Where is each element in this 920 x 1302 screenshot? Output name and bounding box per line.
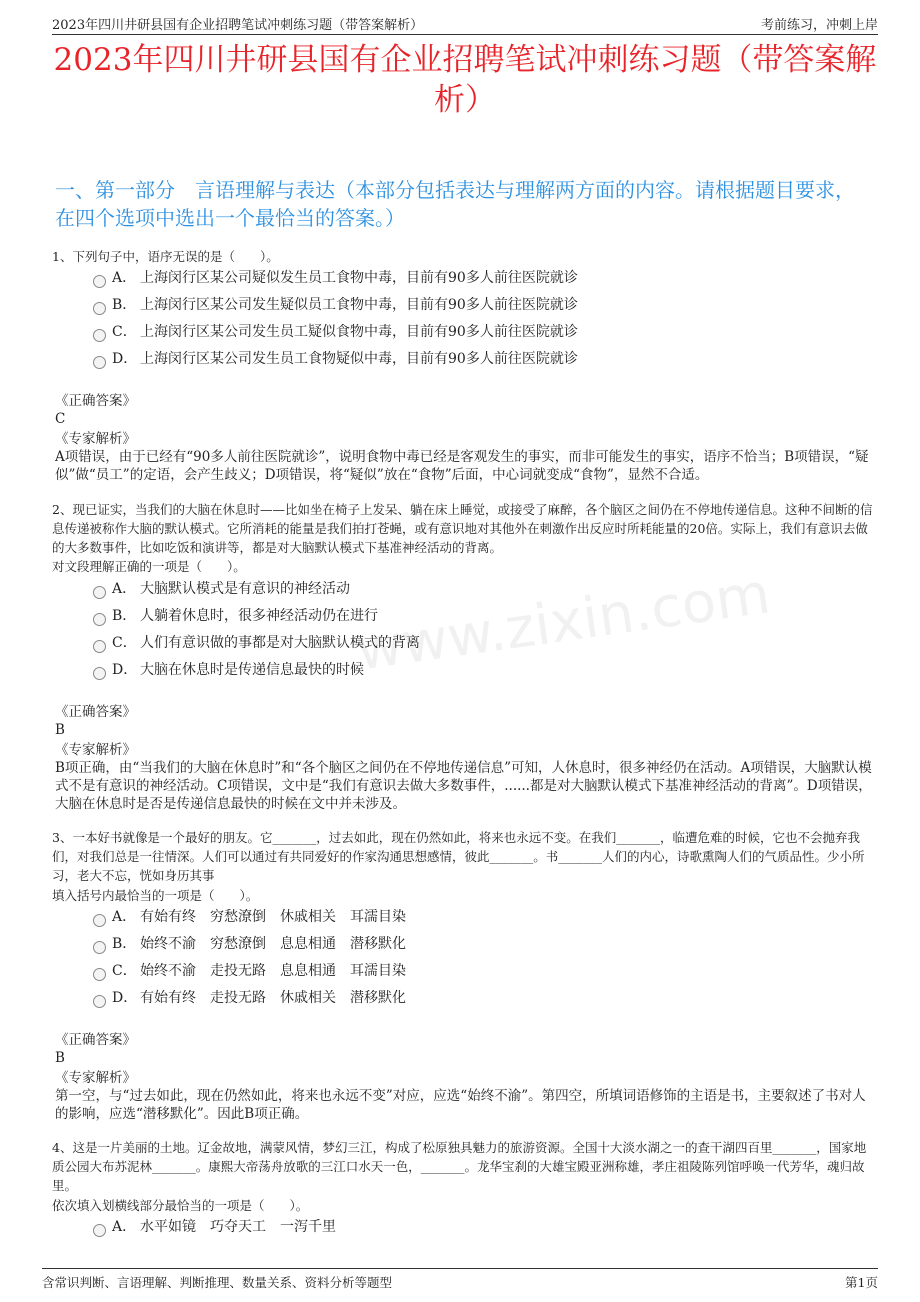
question-1-answer: C [55,411,66,427]
section-heading: 一、第一部分 言语理解与表达（本部分包括表达与理解两方面的内容。请根据题目要求，在四个选项中选出一个最恰当的答案。） [55,178,855,230]
radio-icon[interactable] [93,275,106,288]
question-1-option-c[interactable]: C． 上海闵行区某公司发生员工疑似食物中毒，目前有90多人前往医院就诊 [93,321,578,343]
question-3-option-d[interactable]: D． 有始有终 走投无路 休戚相关 潜移默化 [93,987,406,1009]
question-4-stem: 4、这是一片美丽的土地。辽金故地，满蒙风情，梦幻三江，构成了松原独具魅力的旅游资源。全国十大淡水湖之一的查干湖四百里_______，国家地质公园大布苏泥林_______。康熙大帝荡舟放歌的三江口水天一色，_______。龙华宝刹的大雄宝殿亚洲称雄，孝庄祖陵陈列馆呼唤一代芳华，魂归故里。 [52,1140,867,1193]
radio-icon[interactable] [93,1224,106,1237]
question-3-answer: B [55,1050,65,1066]
radio-icon[interactable] [93,914,106,927]
answer-label: 《正确答案》 [55,393,136,409]
question-3-option-b[interactable]: B． 始终不渝 穷愁潦倒 息息相通 潜移默化 [93,933,406,955]
radio-icon[interactable] [93,302,106,315]
question-2-stem: 2、现已证实，当我们的大脑在休息时——比如坐在椅子上发呆、躺在床上睡觉，或接受了麻醉，各个脑区之间仍在不停地传递信息。这种不间断的信息传递被称作大脑的默认模式。它所消耗的能量是我们拍打苍蝇，或有意识地对其他外在刺激作出反应时所耗能量的20倍。实际上，我们有意识去做的大多数事件，比如吃饭和演讲等，都是对大脑默认模式下基准神经活动的背离。 [52,502,873,555]
page-header [52,12,878,35]
radio-icon[interactable] [93,329,106,342]
question-4-prompt: 依次填入划横线部分最恰当的一项是（ ）。 [52,1198,309,1213]
radio-icon[interactable] [93,613,106,626]
question-1-option-d[interactable]: D． 上海闵行区某公司发生员工食物疑似中毒，目前有90多人前往医院就诊 [93,348,578,370]
question-1-analysis: A项错误，由于已经有“90多人前往医院就诊”，说明食物中毒已经是客观发生的事实，而非可能发生的事实，语序不恰当；B项错误，“疑似”做“员工”的定语，会产生歧义；D项错误，将“疑似”放在“食物”后面，中心词就变成“食物”，显然不合适。 [55,449,869,483]
question-1-stem: 1、下列句子中，语序无误的是（ ）。 [52,249,279,264]
analysis-label: 《专家解析》 [55,1070,136,1086]
question-2-option-d[interactable]: D． 大脑在休息时是传递信息最快的时候 [93,659,364,681]
question-2-analysis: B项正确，由“当我们的大脑在休息时”和“各个脑区之间仍在不停地传递信息”可知，人休息时，很多神经仍在活动。A项错误，大脑默认模式不是有意识的神经活动。C项错误，文中是“我们有意识去做大多数事件，......都是对大脑默认模式下基准神经活动的背离”。D项错误，大脑在休息时是否是传递信息最快的时候在文中并未涉及。 [55,760,872,812]
document-title: 2023年四川井研县国有企业招聘笔试冲刺练习题（带答案解析） [53,42,877,118]
radio-icon[interactable] [93,586,106,599]
radio-icon[interactable] [93,667,106,680]
answer-label: 《正确答案》 [55,704,136,720]
question-3-analysis: 第一空，与“过去如此，现在仍然如此，将来也永远不变”对应，应选“始终不渝”。第四空，所填词语修饰的主语是书，主要叙述了书对人的影响，应选“潜移默化”。因此B项正确。 [55,1088,866,1122]
question-1-option-a[interactable]: A． 上海闵行区某公司疑似发生员工食物中毒，目前有90多人前往医院就诊 [93,267,578,289]
radio-icon[interactable] [93,640,106,653]
question-2-option-a[interactable]: A． 大脑默认模式是有意识的神经活动 [93,578,350,600]
question-3-option-a[interactable]: A． 有始有终 穷愁潦倒 休戚相关 耳濡目染 [93,906,406,928]
question-3-prompt: 填入括号内最恰当的一项是（ ）。 [52,888,259,903]
question-2-prompt: 对文段理解正确的一项是（ ）。 [52,559,246,574]
question-3-option-c[interactable]: C． 始终不渝 走投无路 息息相通 耳濡目染 [93,960,406,982]
header-slogan: 考前练习，冲刺上岸 [760,18,878,33]
question-3-stem: 3、一本好书就像是一个最好的朋友。它_______，过去如此，现在仍然如此，将来也永远不变。在我们_______，临遭危难的时候，它也不会抛弃我们，对我们总是一往情深。人们可以通过有共同爱好的作家沟通思想感情，彼此_______。书_______人们的内心，诗歌熏陶人们的气质品性。少小所习，老大不忘，恍如身历其事 [52,830,865,883]
page-number: 第1页 [845,1275,878,1290]
radio-icon[interactable] [93,995,106,1008]
footer-topics: 含常识判断、言语理解、判断推理、数量关系、资料分析等题型 [42,1275,393,1290]
radio-icon[interactable] [93,941,106,954]
page-footer [42,1268,878,1291]
analysis-label: 《专家解析》 [55,742,136,758]
answer-label: 《正确答案》 [55,1032,136,1048]
question-4-option-a[interactable]: A． 水平如镜 巧夺天工 一泻千里 [93,1216,336,1238]
question-2-option-c[interactable]: C． 人们有意识做的事都是对大脑默认模式的背离 [93,632,420,654]
watermark: www.zixin.com [352,561,775,684]
question-1-option-b[interactable]: B． 上海闵行区某公司发生疑似员工食物中毒，目前有90多人前往医院就诊 [93,294,578,316]
question-2-option-b[interactable]: B． 人躺着休息时，很多神经活动仍在进行 [93,605,378,627]
question-2-answer: B [55,722,65,738]
radio-icon[interactable] [93,356,106,369]
analysis-label: 《专家解析》 [55,431,136,447]
header-doc-title: 2023年四川井研县国有企业招聘笔试冲刺练习题（带答案解析） [52,18,424,33]
radio-icon[interactable] [93,968,106,981]
